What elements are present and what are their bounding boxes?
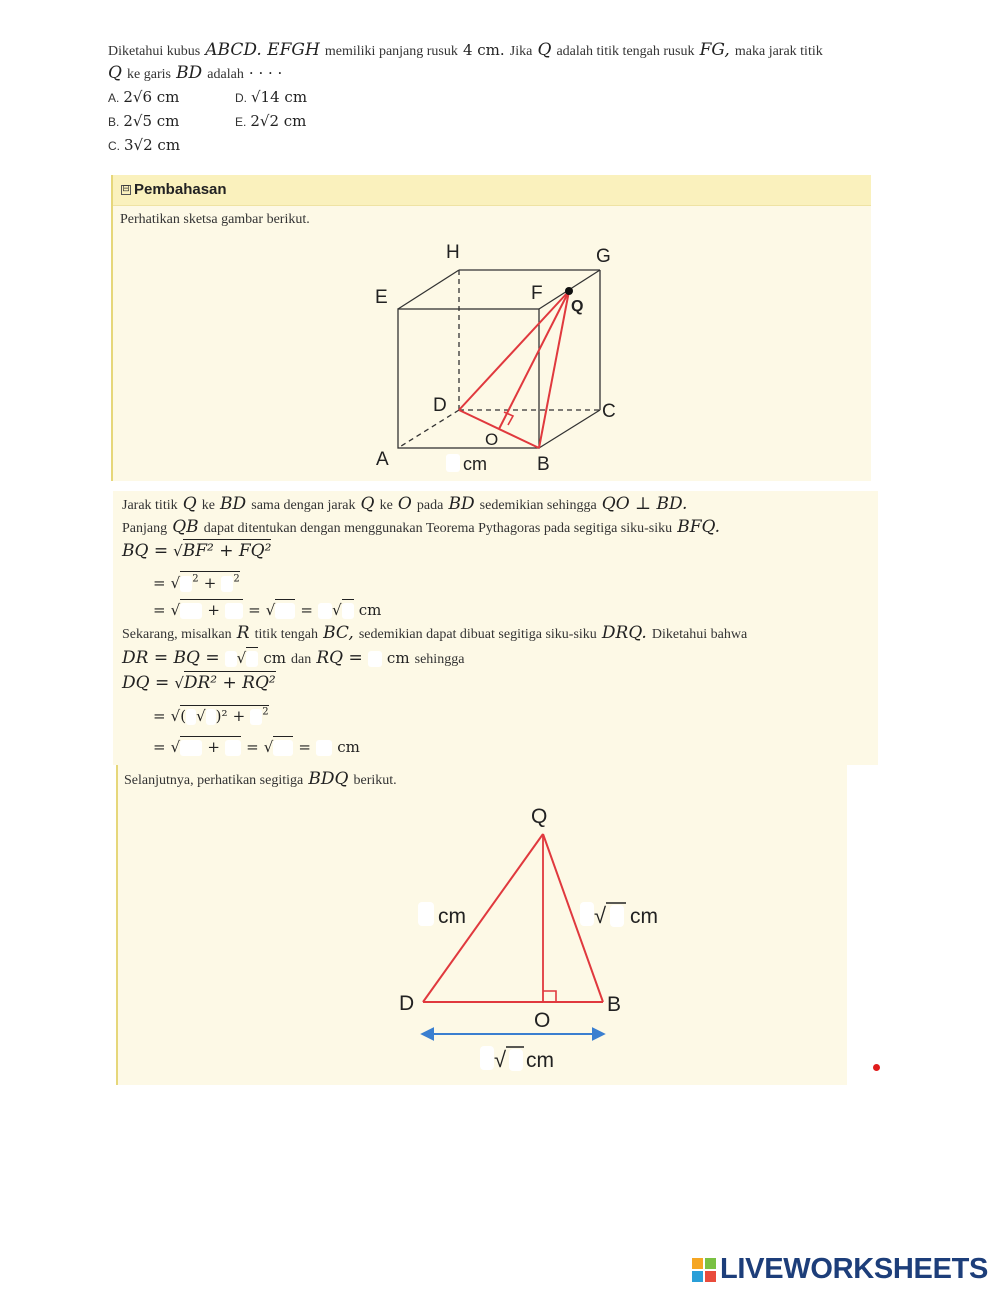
radicand (180, 705, 268, 725)
label-f: F (531, 283, 543, 304)
exponent: 2 (233, 573, 240, 585)
solution-line-4 (122, 647, 464, 668)
line-bd: BD (176, 63, 203, 83)
solution-text: ke (379, 498, 393, 513)
label-c: C (602, 401, 616, 422)
triangle-panel (116, 765, 847, 1085)
math-drq: DRQ. (601, 623, 647, 643)
collapse-icon[interactable]: ⊟ (122, 184, 130, 194)
equals: = (153, 738, 166, 756)
math-bdq: BDQ (308, 769, 349, 789)
edge-bc (539, 410, 600, 448)
equals: = (153, 707, 166, 725)
cube-name: ABCD. EFGH (205, 40, 320, 60)
label-q: Q (571, 298, 584, 315)
ellipsis: · · · · (248, 64, 283, 82)
answer-blank[interactable] (225, 740, 241, 756)
label-h: H (446, 242, 460, 263)
solution-text: sedemikian dapat dibuat segitiga siku-siku (358, 627, 597, 642)
equation-dq-step-1 (153, 705, 269, 725)
label-a: A (376, 449, 389, 470)
line-bq (539, 291, 569, 448)
paren: ( (180, 707, 187, 725)
right-angle-mark (543, 991, 556, 1002)
unit-cm: cm (263, 649, 286, 667)
option-value: 2√6 cm (123, 88, 180, 106)
sqrt-icon: √ (174, 674, 184, 692)
option-label: C. (108, 139, 120, 153)
sketch-intro: Perhatikan sketsa gambar berikut. (120, 212, 310, 227)
unit-cm: cm (337, 738, 360, 756)
option-label: E. (235, 115, 247, 129)
solution-text: Jarak titik (122, 498, 178, 513)
equation-bq-step-2 (153, 599, 381, 619)
equation-bq-step-1 (153, 571, 240, 592)
radicand (275, 599, 295, 619)
label-b: B (607, 993, 622, 1016)
edge-unit: cm (463, 454, 487, 474)
option-e (235, 112, 306, 130)
eq-lhs: DQ = (122, 673, 170, 693)
pembahasan-panel (111, 175, 871, 481)
equals: = (153, 601, 166, 619)
answer-blank[interactable] (368, 651, 382, 667)
math-q: Q (360, 494, 375, 514)
base-blank[interactable] (480, 1046, 494, 1070)
answer-blank[interactable] (246, 651, 258, 667)
solution-line-1 (122, 494, 687, 514)
answer-blank[interactable] (225, 603, 243, 619)
answer-blank[interactable] (180, 576, 192, 592)
question-text: Jika (509, 44, 533, 59)
radicand (180, 599, 243, 619)
answer-blank[interactable] (186, 709, 196, 725)
label-e: E (375, 287, 388, 308)
edge-length: 4 cm. (462, 41, 505, 59)
liveworksheets-logo (692, 1253, 988, 1286)
pembahasan-title: Pembahasan (134, 181, 227, 198)
front-face (398, 309, 539, 448)
solution-text: dan (291, 652, 312, 667)
sqrt-icon: √ (494, 1047, 507, 1072)
edge-da (398, 410, 459, 448)
question-line-1 (108, 40, 823, 60)
option-label: D. (235, 91, 247, 105)
equals: = (298, 738, 311, 756)
point-q: Q (108, 63, 122, 83)
math-bd: BD (220, 494, 247, 514)
base-blank[interactable] (509, 1049, 523, 1071)
equation-bq (122, 541, 271, 561)
math-dr-bq: DR = BQ = (122, 648, 220, 668)
edge-blank[interactable] (446, 454, 460, 472)
side-bq-blank[interactable] (610, 905, 624, 927)
math-rq: RQ = (316, 648, 363, 668)
radicand (342, 599, 354, 619)
math-perp: QO ⊥ BD. (601, 494, 688, 514)
point-q: Q (537, 40, 552, 60)
math-bd: BD (448, 494, 475, 514)
triangle-text: Selanjutnya, perhatikan segitiga (124, 773, 304, 788)
eq-radicand: BF² + FQ² (182, 541, 272, 561)
question-text: adalah titik tengah rusuk (556, 44, 695, 59)
label-g: G (596, 246, 611, 267)
side-bq-unit: cm (630, 905, 658, 928)
label-o: O (534, 1009, 551, 1032)
label-d: D (433, 395, 447, 416)
side-dq-unit: cm (438, 905, 466, 928)
answer-blank[interactable] (342, 603, 354, 619)
equals: = (246, 738, 259, 756)
exponent: 2 (192, 573, 199, 585)
solution-text: ke (201, 498, 215, 513)
sqrt-icon: √ (170, 738, 181, 756)
side-bq-blank[interactable] (580, 902, 594, 926)
option-c (108, 136, 180, 154)
base-unit: cm (526, 1049, 554, 1072)
side-dq-blank[interactable] (418, 902, 434, 926)
math-o: O (397, 494, 412, 514)
sqrt-icon: √ (173, 542, 183, 560)
solution-line-3 (122, 623, 747, 643)
equals: = (153, 574, 166, 592)
triangle-text: berikut. (353, 773, 397, 788)
sqrt-icon: √ (196, 707, 206, 725)
solution-text: sehingga (414, 652, 465, 667)
sqrt-icon: √ (170, 707, 181, 725)
option-a (108, 88, 179, 106)
radicand (180, 736, 241, 756)
line-oq (499, 291, 569, 429)
question-text: adalah (207, 67, 244, 82)
option-label: B. (108, 115, 120, 129)
option-value: √14 cm (251, 88, 308, 106)
plus: + (203, 574, 217, 592)
eq-lhs: BQ = (122, 541, 169, 561)
math-bfq: BFQ. (677, 517, 721, 537)
edge-fg: FG, (699, 40, 730, 60)
unit-cm: cm (386, 649, 410, 667)
logo-text: LIVEWORKSHEETS (720, 1253, 989, 1285)
edge-eh (398, 270, 459, 309)
label-o: O (485, 430, 499, 449)
answer-blank[interactable] (275, 603, 295, 619)
exponent: 2 (262, 706, 269, 718)
solution-text: Diketahui bahwa (651, 627, 748, 642)
sqrt-icon: √ (263, 738, 274, 756)
answer-blank[interactable] (250, 709, 262, 725)
solution-text: dapat ditentukan dengan menggunakan Teorema Pythagoras pada segitiga siku-siku (203, 521, 673, 536)
equals: = (248, 601, 261, 619)
question-text: ke garis (127, 67, 171, 82)
plus: + (207, 738, 220, 756)
answer-blank[interactable] (180, 603, 202, 619)
answer-blank[interactable] (225, 651, 237, 667)
label-d: D (399, 992, 415, 1015)
radicand (246, 647, 258, 667)
solution-text: Panjang (122, 521, 168, 536)
answer-blank[interactable] (221, 576, 233, 592)
logo-icon (692, 1258, 716, 1282)
red-dot (873, 1064, 880, 1071)
plus: + (207, 601, 220, 619)
cube-diagram (113, 175, 871, 481)
answer-blank[interactable] (180, 740, 202, 756)
solution-text: Sekarang, misalkan (122, 627, 232, 642)
answer-blank[interactable] (273, 740, 293, 756)
unit-cm: cm (358, 601, 382, 619)
option-value: 2√2 cm (250, 112, 307, 130)
answer-blank[interactable] (316, 740, 332, 756)
question-text: memiliki panjang rusuk (324, 44, 458, 59)
option-value: 3√2 cm (124, 136, 181, 154)
question-line-2 (108, 63, 282, 83)
solution-panel (113, 491, 878, 765)
option-value: 2√5 cm (123, 112, 180, 130)
math-qb: QB (172, 517, 199, 537)
label-q: Q (531, 805, 548, 828)
radicand (180, 571, 240, 592)
answer-blank[interactable] (318, 603, 332, 619)
math-r: R (236, 623, 250, 643)
equation-dq (122, 673, 276, 693)
sqrt-icon: √ (170, 574, 181, 592)
equation-dq-step-2 (153, 736, 360, 756)
solution-text: sedemikian sehingga (479, 498, 597, 513)
sqrt-icon: √ (594, 903, 607, 928)
sqrt-icon: √ (170, 601, 181, 619)
sqrt-icon: √ (265, 601, 276, 619)
option-b (108, 112, 179, 130)
solution-line-2 (122, 517, 720, 537)
paren: )² (215, 707, 228, 725)
eq-radicand: DR² + RQ² (183, 673, 276, 693)
sqrt-icon: √ (236, 649, 247, 667)
math-bc: BC, (323, 623, 354, 643)
point-q-dot (565, 287, 573, 295)
solution-text: pada (416, 498, 444, 513)
plus: + (232, 707, 246, 725)
option-label: A. (108, 91, 120, 105)
option-d (235, 88, 307, 106)
radicand (273, 736, 293, 756)
question-text: Diketahui kubus (108, 44, 201, 59)
label-b: B (537, 454, 550, 475)
triangle-diagram (118, 765, 847, 1085)
solution-text: titik tengah (254, 627, 319, 642)
sqrt-icon: √ (332, 601, 342, 619)
question-text: maka jarak titik (734, 44, 823, 59)
answer-blank[interactable] (206, 709, 216, 725)
equals: = (300, 601, 313, 619)
math-q: Q (182, 494, 197, 514)
solution-text: sama dengan jarak (251, 498, 356, 513)
